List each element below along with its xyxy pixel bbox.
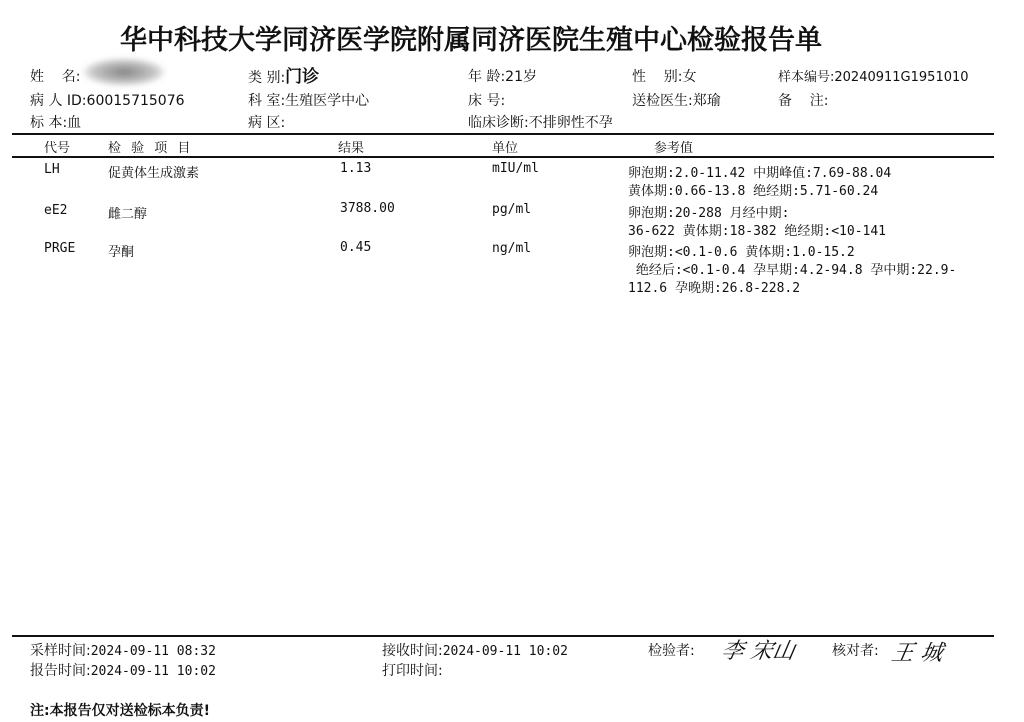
footer-divider (12, 635, 994, 637)
header-top-divider (12, 133, 994, 135)
col-reference: 参考值 (654, 141, 694, 156)
receive-time-field (382, 640, 568, 660)
doctor-value: 郑瑜 (692, 93, 721, 109)
row-ref-line: 112.6 孕晚期:26.8-228.2 (628, 281, 801, 296)
report-title: 华中科技大学同济医学院附属同济医院生殖中心检验报告单 (120, 25, 822, 56)
row-item: 孕酮 (108, 245, 135, 260)
ward-label: 病 区: (248, 115, 286, 131)
id-label: 病 人 ID: (30, 93, 87, 109)
row-ref-line: 卵泡期:<0.1-0.6 黄体期:1.0-15.2 (628, 245, 855, 260)
diagnosis-field (468, 112, 613, 132)
bed-label: 床 号: (468, 93, 506, 109)
age-value: 21岁 (505, 69, 537, 85)
row-ref-line: 36-622 黄体期:18-382 绝经期:<10-141 (628, 224, 887, 239)
report-time-label: 报告时间: (30, 663, 91, 679)
sample-label: 样本编号: (778, 70, 835, 85)
row-code: PRGE (44, 241, 76, 256)
sex-value: 女 (682, 69, 697, 85)
col-result: 结果 (338, 141, 365, 156)
diagnosis-label: 临床诊断: (468, 115, 529, 131)
row-code: LH (44, 162, 60, 177)
patient-id-field (30, 90, 185, 110)
id-value: 60015715076 (86, 93, 185, 109)
col-code: 代号 (44, 141, 71, 156)
specimen-value: 血 (67, 115, 82, 131)
sample-time-field (30, 640, 216, 660)
redaction-blur (82, 58, 166, 86)
sample-time-value: 2024-09-11 08:32 (90, 644, 216, 659)
row-item: 促黄体生成激素 (108, 166, 200, 181)
report-time-value: 2024-09-11 10:02 (90, 664, 216, 679)
row-ref-line: 黄体期:0.66-13.8 绝经期:5.71-60.24 (628, 184, 879, 199)
remark-field (778, 90, 829, 110)
receive-time-value: 2024-09-11 10:02 (442, 644, 568, 659)
row-unit: ng/ml (492, 241, 532, 256)
row-item: 雌二醇 (108, 207, 148, 222)
type-field (248, 62, 319, 87)
report-time-field (30, 660, 216, 680)
sample-time-label: 采样时间: (30, 643, 91, 659)
diagnosis-value: 不排卵性不孕 (528, 115, 613, 131)
age-label: 年 龄: (468, 69, 506, 85)
row-result: 0.45 (340, 240, 372, 255)
row-result: 1.13 (340, 161, 372, 176)
type-value: 门诊 (285, 67, 320, 87)
row-ref-line: 绝经后:<0.1-0.4 孕早期:4.2-94.8 孕中期:22.9- (628, 263, 957, 278)
doctor-field (632, 90, 721, 110)
sample-value: 20240911G1951010 (834, 70, 969, 85)
dept-value: 生殖医学中心 (285, 93, 370, 109)
type-label: 类 别: (248, 70, 286, 86)
name-label: 姓 名: (30, 69, 81, 85)
bed-field (468, 90, 505, 110)
sex-label: 性 别: (632, 69, 683, 85)
remark-label: 备 注: (778, 93, 829, 109)
specimen-label: 标 本: (30, 115, 68, 131)
doctor-label: 送检医生: (632, 93, 693, 109)
ward-field (248, 112, 285, 132)
col-unit: 单位 (492, 141, 519, 156)
header-bottom-divider (12, 156, 994, 158)
name-field (30, 66, 81, 86)
sample-number-field (778, 66, 969, 85)
row-result: 3788.00 (340, 201, 395, 216)
row-unit: mIU/ml (492, 161, 539, 176)
row-unit: pg/ml (492, 202, 532, 217)
disclaimer-note: 注:本报告仅对送检标本负责! (30, 703, 210, 719)
checker-label: 核对者: (832, 643, 879, 659)
specimen-field (30, 112, 81, 132)
print-time-label: 打印时间: (382, 663, 443, 679)
dept-field (248, 90, 369, 110)
receive-time-label: 接收时间: (382, 643, 443, 659)
sex-field (632, 66, 697, 86)
row-ref-line: 卵泡期:20-288 月经中期: (628, 206, 790, 221)
print-time-field (382, 660, 443, 680)
col-item: 检 验 项 目 (108, 141, 194, 156)
age-field (468, 66, 537, 86)
row-code: eE2 (44, 203, 68, 218)
tester-signature: 李 宋山 (719, 639, 797, 664)
dept-label: 科 室: (248, 93, 286, 109)
tester-label: 检验者: (648, 643, 695, 659)
row-ref-line: 卵泡期:2.0-11.42 中期峰值:7.69-88.04 (628, 166, 892, 181)
checker-signature: 王 城 (889, 641, 945, 666)
